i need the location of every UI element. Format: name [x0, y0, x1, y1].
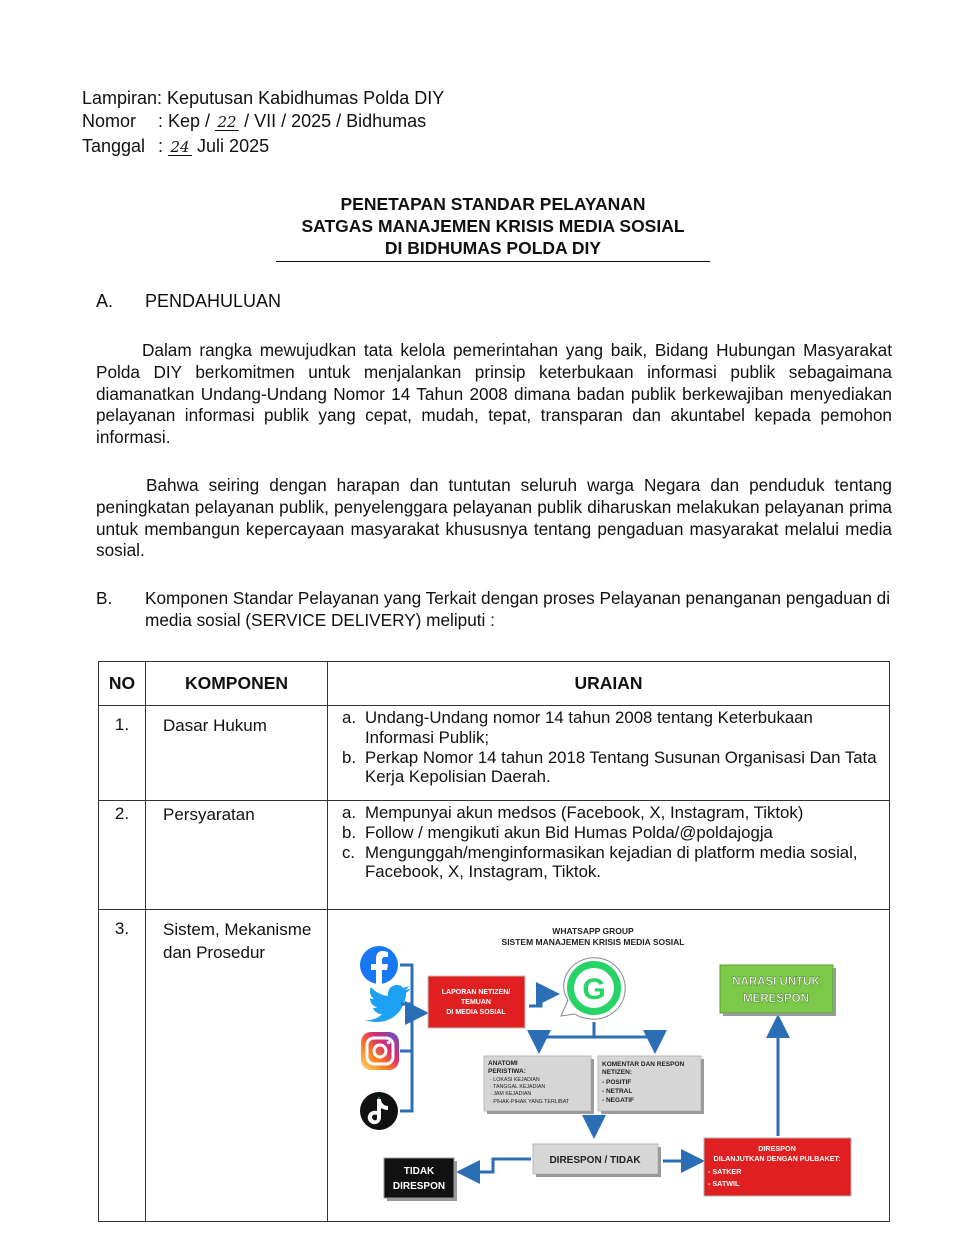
komentar-item: - POSITIF — [602, 1079, 632, 1086]
list-letter: a. — [342, 708, 356, 727]
laporan-line-1: LAPORAN NETIZEN/ — [441, 989, 511, 996]
title-line-2: SATGAS MANAJEMEN KRISIS MEDIA SOSIAL — [301, 216, 685, 236]
row-komponen: Dasar Hukum — [146, 706, 328, 801]
uraian-list — [342, 803, 879, 882]
lanjut-item: - SATKER — [708, 1167, 742, 1176]
komentar-line-1: KOMENTAR DAN RESPON — [602, 1061, 685, 1068]
anatomi-peristiwa-box — [484, 1056, 594, 1114]
nomor-row — [82, 110, 444, 133]
section-a-paragraph-2 — [96, 475, 892, 562]
header-komponen: KOMPONEN — [146, 662, 328, 706]
list-item — [342, 823, 879, 843]
tidak-line-2: DIRESPON — [392, 1181, 446, 1192]
lampiran-row — [82, 87, 444, 110]
table-header-row — [99, 662, 890, 706]
list-letter: b. — [342, 747, 356, 767]
row-uraian-diagram — [328, 910, 890, 1222]
document-title — [276, 193, 710, 259]
list-text: Follow / mengikuti akun Bid Humas Polda/@poldajogja — [365, 822, 773, 842]
header-no: NO — [99, 662, 146, 706]
table-row — [99, 706, 890, 801]
anatomi-line-1: ANATOMI — [488, 1060, 518, 1067]
table-row — [99, 910, 890, 1222]
row-komponen: Persyaratan — [146, 801, 328, 910]
laporan-line-2: TEMUAN — [461, 999, 491, 1006]
row-number: 2. — [99, 801, 146, 910]
direspon-tidak-box — [533, 1144, 661, 1177]
section-b-number: B. — [96, 588, 113, 608]
facebook-icon — [360, 946, 398, 984]
section-a-title: PENDAHULUAN — [145, 291, 282, 311]
komentar-item: - NEGATIF — [602, 1097, 635, 1104]
instagram-icon — [361, 1032, 399, 1070]
list-text: Mengunggah/menginformasikan kejadian di platform media sosial, Facebook, X, Instagram, Tiktok. — [365, 842, 858, 882]
lampiran-label: Lampiran — [82, 88, 158, 108]
tanggal-suffix: Juli 2025 — [197, 136, 270, 156]
document-header — [82, 87, 444, 158]
komentar-line-2: NETIZEN: — [602, 1069, 632, 1076]
anatomi-line-2: PERISTIWA: — [488, 1068, 526, 1075]
title-underline — [276, 261, 710, 262]
row-number: 3. — [99, 910, 146, 1222]
lanjut-line-1: DIRESPON — [758, 1144, 796, 1153]
nomor-handwritten: 22 — [215, 114, 239, 131]
header-uraian: URAIAN — [328, 662, 890, 706]
paragraph-1-text: Dalam rangka mewujudkan tata kelola pemerintahan yang baik, Bidang Hubungan Masyarakat Polda DIY berkomitmen untuk menjalankan prinsip keterbukaan informasi publik sebagaimana diamanatkan Undang-Undang Nomor 14 Tahun 2008 dimana badan publik berkewajiban menyediakan pelayanan informasi publik yang cepat, mudah, tepat, transparan dan akuntabel kepada pemohon informasi. — [96, 340, 892, 448]
title-line-3: DI BIDHUMAS POLDA DIY — [384, 238, 602, 258]
tidak-direspon-box — [384, 1158, 457, 1201]
list-item — [342, 843, 879, 883]
flow-diagram-svg — [328, 910, 891, 1213]
section-a-number: A. — [96, 291, 114, 311]
laporan-netizen-box — [428, 976, 525, 1028]
section-b — [96, 588, 892, 632]
tiktok-icon — [360, 1092, 398, 1130]
dilanjutkan-pulbaket-box — [704, 1138, 851, 1196]
lanjut-line-2: DILANJUTKAN DENGAN PULBAKET: — [713, 1154, 841, 1163]
arrow-to-tidak — [462, 1159, 531, 1172]
list-item — [342, 708, 879, 748]
list-text: Perkap Nomor 14 tahun 2018 Tentang Susunan Organisasi Dan Tata Kerja Kepolisian Daerah. — [365, 747, 877, 787]
tanggal-prefix: : — [158, 136, 164, 156]
list-letter: c. — [342, 842, 356, 862]
paragraph-2-text: Bahwa seiring dengan harapan dan tuntutan seluruh warga Negara dan penduduk tentang peningkatan pelayanan publik, penyelenggara pelayanan publik diharuskan melakukan pelayanan prima untuk membangun kepercayaan masyarakat khususnya tentang pengaduan masyarakat melalui media sosial. — [96, 475, 892, 561]
laporan-line-3: DI MEDIA SOSIAL — [446, 1009, 506, 1016]
split-connector — [539, 1022, 655, 1048]
anatomi-item: · JAM KEJADIAN — [490, 1091, 532, 1097]
tanggal-row — [82, 135, 444, 158]
list-letter: b. — [342, 822, 356, 842]
list-item — [342, 748, 879, 788]
group-title-line-1: WHATSAPP GROUP — [552, 926, 634, 936]
narasi-merespon-box — [720, 965, 836, 1016]
anatomi-item: · TANGGAL KEJADIAN — [490, 1084, 546, 1090]
uraian-list — [342, 708, 879, 787]
flow-diagram — [328, 910, 889, 1213]
row-komponen: Sistem, Mekanisme dan Prosedur — [146, 910, 328, 1222]
nomor-prefix: : Kep / — [158, 111, 211, 131]
row-uraian — [328, 706, 890, 801]
section-b-text: Komponen Standar Pelayanan yang Terkait dengan proses Pelayanan penanganan pengaduan di media sosial (SERVICE DELIVERY) meliputi : — [145, 588, 891, 630]
nomor-label: Nomor — [82, 111, 137, 131]
narasi-line-2: MERESPON — [743, 993, 809, 1005]
icon-connector — [400, 965, 423, 1111]
tanggal-handwritten: 24 — [168, 139, 192, 156]
row-uraian — [328, 801, 890, 910]
whatsapp-letter: G — [582, 973, 606, 1006]
narasi-line-1: NARASI UNTUK — [732, 976, 820, 988]
list-text: Mempunyai akun medsos (Facebook, X, Instagram, Tiktok) — [365, 803, 804, 822]
lampiran-value: : Keputusan Kabidhumas Polda DIY — [157, 88, 445, 108]
komentar-item: - NETRAL — [602, 1088, 633, 1095]
whatsapp-icon — [561, 958, 625, 1019]
list-letter: a. — [342, 803, 356, 822]
title-line-1: PENETAPAN STANDAR PELAYANAN — [340, 194, 646, 214]
nomor-suffix: / VII / 2025 / Bidhumas — [244, 111, 427, 131]
group-title-line-2: SISTEM MANAJEMEN KRISIS MEDIA SOSIAL — [501, 937, 685, 947]
section-a-paragraph-1 — [96, 340, 892, 449]
list-item — [342, 803, 879, 823]
anatomi-item: · PIHAK-PIHAK YANG TERLIBAT — [490, 1099, 570, 1105]
section-a-heading — [96, 290, 281, 312]
anatomi-item: · LOKASI KEJADIAN — [490, 1077, 540, 1083]
decision-label: DIRESPON / TIDAK — [549, 1155, 641, 1166]
table-row — [99, 801, 890, 910]
tidak-line-1: TIDAK — [403, 1166, 435, 1177]
row-number: 1. — [99, 706, 146, 801]
komentar-netizen-box — [598, 1056, 704, 1114]
tanggal-label: Tanggal — [82, 136, 146, 156]
lanjut-item: - SATWIL — [708, 1179, 740, 1188]
arrow-to-group — [529, 994, 554, 1006]
standard-table — [98, 661, 890, 1222]
list-text: Undang-Undang nomor 14 tahun 2008 tentang Keterbukaan Informasi Publik; — [365, 708, 813, 747]
